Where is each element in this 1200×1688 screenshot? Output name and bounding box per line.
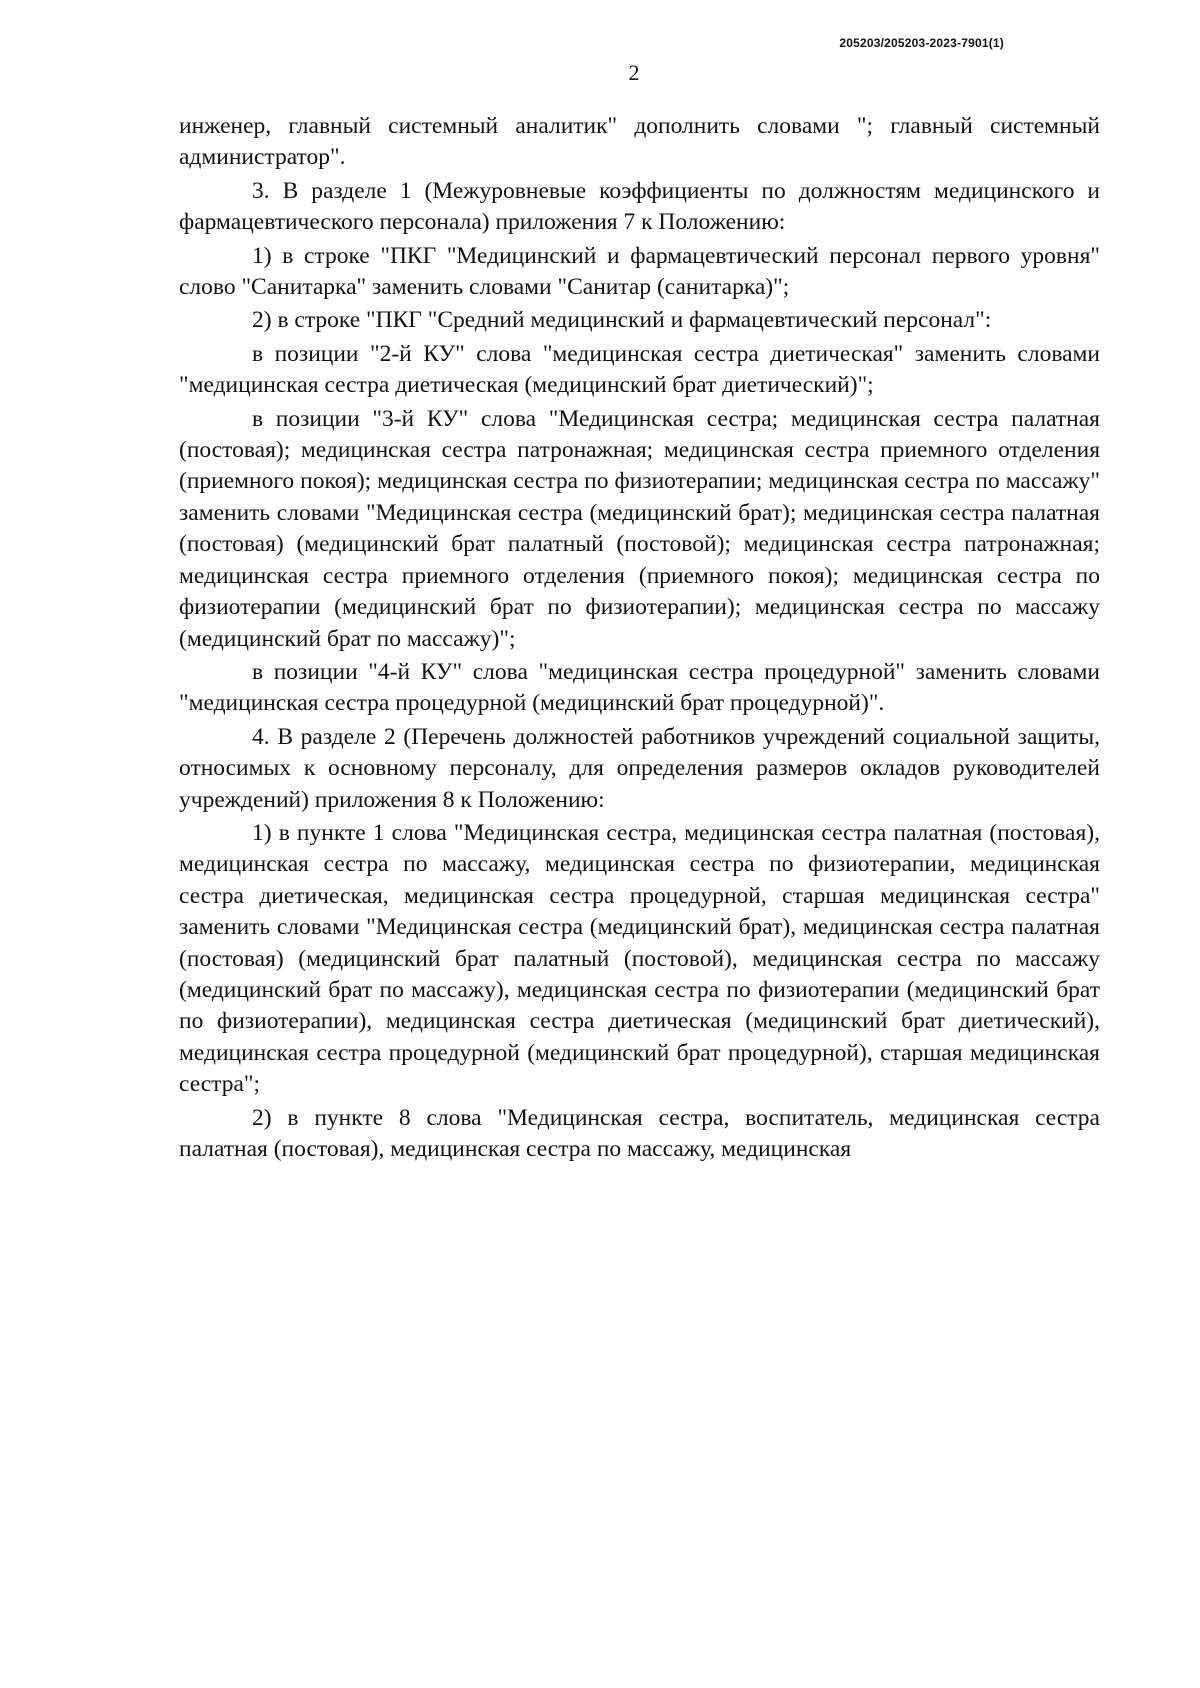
paragraph-item-3-2: 2) в строке "ПКГ "Средний медицинский и фармацевтический персонал": [252, 307, 992, 334]
paragraph-section-3: 3. В разделе 1 (Межуровневые коэффициенты по должностям медицинского и фармацевтического персонала) приложения 7 к Положению: [179, 177, 1100, 236]
paragraph-section-4: 4. В разделе 2 (Перечень должностей работников учреждений социальной защиты, относимых к основному персоналу, для определения размеров окладов руководителей учреждений) приложения 8 к Положению: [179, 723, 1100, 813]
paragraph-position-3-ku: в позиции "3-й КУ" слова "Медицинская сестра; медицинская сестра палатная (постовая); медицинская сестра патронажная; медицинская сестра приемного отделения (приемного покоя); медицинская сестра по физиотерапии; медицинская сестра по массажу" заменить словами "Медицинская сестра (медицинский брат); медицинская сестра палатная (постовая) (медицинский брат палатный (постовой); медицинская сестра патронажная; медицинская сестра приемного отделения (приемного покоя); медицинская сестра по физиотерапии (медицинский брат по физиотерапии); медицинская сестра по массажу (медицинский брат по массажу)"; [179, 405, 1100, 652]
paragraph-item-3-1: 1) в строке "ПКГ "Медицинский и фармацевтический персонал первого уровня" слово "Санитарка" заменить словами "Санитар (санитарка)"; [179, 242, 1100, 301]
paragraph-position-4-ku: в позиции "4-й КУ" слова "медицинская сестра процедурной" заменить словами "медицинская сестра процедурной (медицинский брат процедурной)". [179, 658, 1100, 717]
document-id: 205203/205203-2023-7901(1) [839, 36, 1004, 50]
page-number: 2 [628, 60, 640, 85]
paragraph-item-4-1: 1) в пункте 1 слова "Медицинская сестра, медицинская сестра палатная (постовая), медицинская сестра по массажу, медицинская сестра по физиотерапии, медицинская сестра диетическая, медицинская сестра процедурной, старшая медицинская сестра" заменить словами "Медицинская сестра (медицинский брат), медицинская сестра палатная (постовая) (медицинский брат палатный (постовой), медицинская сестра по массажу (медицинский брат по массажу), медицинская сестра по физиотерапии (медицинский брат по физиотерапии), медицинская сестра диетическая (медицинский брат диетический), медицинская сестра процедурной (медицинский брат процедурной), старшая медицинская сестра"; [179, 819, 1100, 1098]
paragraph-continuation: инженер, главный системный аналитик" дополнить словами "; главный системный администратор". [179, 113, 1100, 171]
paragraph-position-2-ku: в позиции "2-й КУ" слова "медицинская сестра диетическая" заменить словами "медицинская сестра диетическая (медицинский брат диетический)"; [179, 340, 1100, 399]
document-body [179, 111, 1100, 1167]
paragraph-item-4-2: 2) в пункте 8 слова "Медицинская сестра, воспитатель, медицинская сестра палатная (постовая), медицинская сестра по массажу, медицинская [179, 1104, 1100, 1162]
